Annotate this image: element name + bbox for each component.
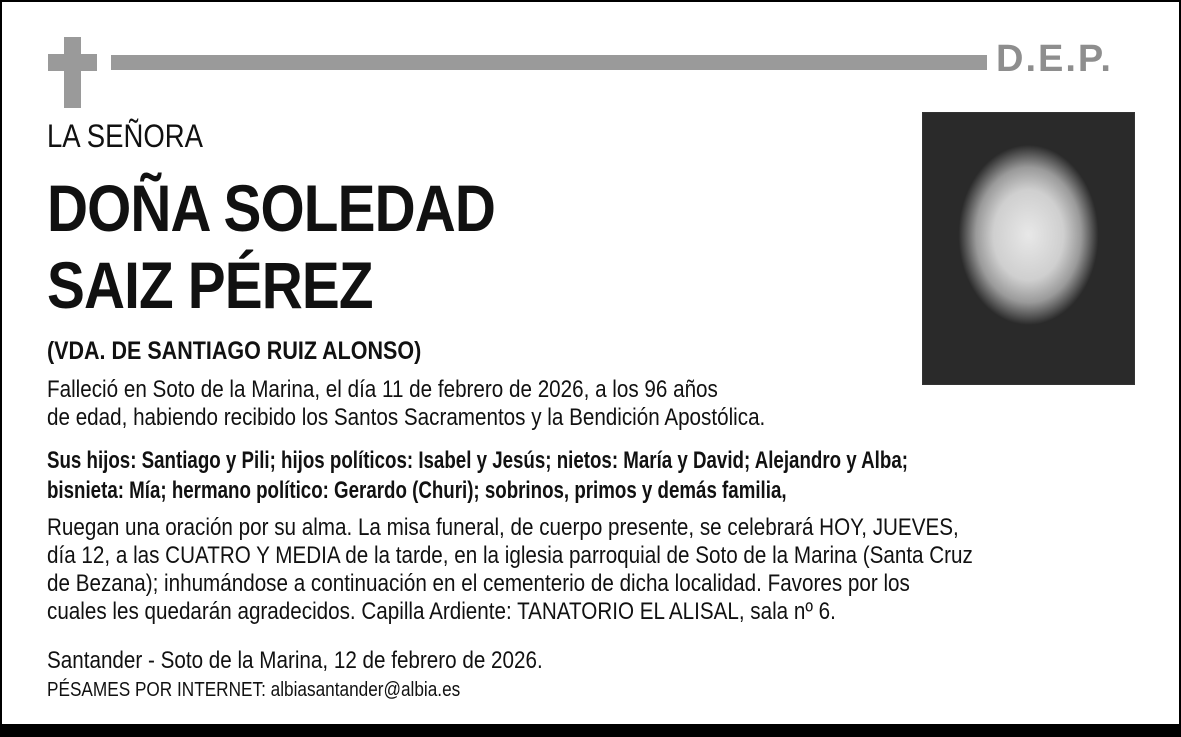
ceremony-line: cuales les quedarán agradecidos. Capilla Ardiente: TANATORIO EL ALISAL, sala nº 6. [47,598,836,625]
intro-label: LA SEÑORA [47,118,204,154]
deceased-name-line1: DOÑA SOLEDAD [47,171,495,245]
ceremony-line: Ruegan una oración por su alma. La misa funeral, de cuerpo presente, se celebrará HOY, JUEVES, [47,514,959,541]
widow-of: (VDA. DE SANTIAGO RUIZ ALONSO) [47,337,422,365]
dep-label: D.E.P. [996,38,1113,80]
ceremony-details [47,514,1124,626]
family-line: bisnieta: Mía; hermano político: Gerardo (Churi); sobrinos, primos y demás familia, [47,477,787,504]
family-line: Sus hijos: Santiago y Pili; hijos políticos: Isabel y Jesús; nietos: María y David; Alejandro y Alba; [47,447,908,474]
family-list [47,446,1151,506]
condolences-email[interactable]: albiasantander@albia.es [270,679,461,701]
ceremony-line: de Bezana); inhumándose a continuación en el cementerio de dicha localidad. Favores por los [47,570,910,597]
condolences-label: PÉSAMES POR INTERNET: [47,679,266,701]
death-notice [47,376,882,432]
place-date: Santander - Soto de la Marina, 12 de febrero de 2026. [47,647,543,674]
deceased-name-line2: SAIZ PÉREZ [47,248,373,322]
bottom-border [0,724,1181,737]
ceremony-line: día 12, a las CUATRO Y MEDIA de la tarde, en la iglesia parroquial de Soto de la Marina (Santa Cruz [47,542,973,569]
deceased-photo [922,112,1135,385]
death-notice-line: Falleció en Soto de la Marina, el día 11 de febrero de 2026, a los 96 años [47,376,718,403]
header-rule [111,55,987,70]
death-notice-line: de edad, habiendo recibido los Santos Sacramentos y la Bendición Apostólica. [47,404,766,431]
